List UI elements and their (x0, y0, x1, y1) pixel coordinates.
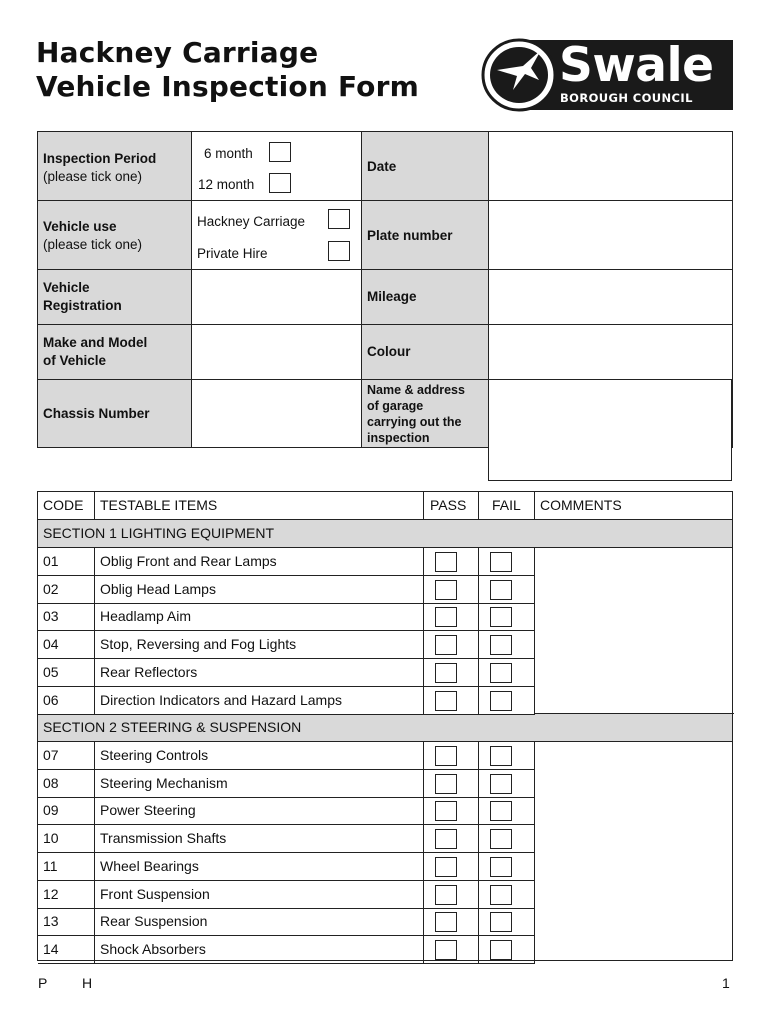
fail-cell (479, 770, 535, 797)
date-label: Date (362, 131, 489, 201)
table-row (38, 742, 535, 770)
fail-cell (479, 936, 535, 963)
checkbox-hackney-carriage[interactable] (328, 209, 350, 229)
row-item: Stop, Reversing and Fog Lights (95, 631, 424, 658)
inspection-period-options (192, 131, 362, 201)
table-row (38, 548, 535, 576)
row-code: 03 (38, 603, 95, 630)
fail-checkbox[interactable] (490, 691, 512, 711)
row-code: 09 (38, 797, 95, 824)
option-12-month-label: 12 month (198, 177, 255, 192)
fail-cell (479, 576, 535, 603)
fail-checkbox[interactable] (490, 580, 512, 600)
fail-cell (479, 825, 535, 852)
fail-checkbox[interactable] (490, 635, 512, 655)
pass-checkbox[interactable] (435, 552, 457, 572)
option-private-hire-label: Private Hire (197, 246, 268, 261)
fail-checkbox[interactable] (490, 552, 512, 572)
row-item: Shock Absorbers (95, 936, 424, 963)
inspection-table (37, 491, 733, 961)
pass-checkbox[interactable] (435, 912, 457, 932)
row-item: Headlamp Aim (95, 603, 424, 630)
row-code: 05 (38, 659, 95, 686)
pass-cell (424, 825, 479, 852)
pass-cell (424, 797, 479, 824)
header-fail: FAIL (479, 492, 535, 519)
fail-cell (479, 603, 535, 630)
fail-checkbox[interactable] (490, 774, 512, 794)
pass-cell (424, 548, 479, 575)
header-comments: COMMENTS (540, 497, 622, 513)
chassis-number-label: Chassis Number (37, 380, 192, 448)
option-6-month-label: 6 month (204, 146, 253, 161)
row-code: 01 (38, 548, 95, 575)
header-pass: PASS (424, 492, 479, 519)
row-item: Oblig Front and Rear Lamps (95, 548, 424, 575)
pass-checkbox[interactable] (435, 663, 457, 683)
table-row (38, 853, 535, 881)
fail-checkbox[interactable] (490, 912, 512, 932)
swallow-emblem-icon (479, 36, 559, 114)
section-2-heading: SECTION 2 STEERING & SUSPENSION (38, 714, 732, 742)
pass-checkbox[interactable] (435, 774, 457, 794)
fail-checkbox[interactable] (490, 857, 512, 877)
garage-label: Name & address of garage carrying out the inspection (362, 380, 489, 448)
fail-checkbox[interactable] (490, 607, 512, 627)
fail-cell (479, 659, 535, 686)
make-model-field[interactable] (192, 325, 362, 380)
footer-initial-h: H (82, 975, 93, 991)
fail-cell (479, 631, 535, 658)
form-title (36, 36, 419, 104)
row-item: Steering Controls (95, 742, 424, 769)
date-field[interactable] (489, 131, 733, 201)
header-code: CODE (38, 492, 95, 519)
pass-cell (424, 659, 479, 686)
pass-cell (424, 631, 479, 658)
row-item: Direction Indicators and Hazard Lamps (95, 687, 424, 714)
pass-cell (424, 881, 479, 908)
table-row (38, 659, 535, 687)
pass-checkbox[interactable] (435, 801, 457, 821)
fail-checkbox[interactable] (490, 663, 512, 683)
row-item: Transmission Shafts (95, 825, 424, 852)
pass-cell (424, 936, 479, 963)
row-item: Wheel Bearings (95, 853, 424, 880)
mileage-label: Mileage (362, 270, 489, 325)
section-1-comments-field[interactable] (535, 548, 734, 714)
row-code: 07 (38, 742, 95, 769)
pass-checkbox[interactable] (435, 635, 457, 655)
row-item: Front Suspension (95, 881, 424, 908)
pass-checkbox[interactable] (435, 829, 457, 849)
table-row (38, 687, 535, 715)
table-row (38, 908, 535, 936)
section-1-heading: SECTION 1 LIGHTING EQUIPMENT (38, 520, 732, 548)
pass-checkbox[interactable] (435, 746, 457, 766)
row-code: 12 (38, 881, 95, 908)
pass-cell (424, 576, 479, 603)
table-row (38, 936, 535, 964)
row-item: Steering Mechanism (95, 770, 424, 797)
pass-checkbox[interactable] (435, 607, 457, 627)
inspection-period-label: Inspection Period (please tick one) (37, 131, 192, 201)
vehicle-registration-label: Vehicle Registration (37, 270, 192, 325)
row-code: 04 (38, 631, 95, 658)
row-code: 02 (38, 576, 95, 603)
fail-cell (479, 687, 535, 714)
colour-label: Colour (362, 325, 489, 380)
row-code: 06 (38, 687, 95, 714)
checkbox-6-month[interactable] (269, 142, 291, 162)
colour-field[interactable] (489, 325, 733, 380)
fail-cell (479, 881, 535, 908)
page-number: 1 (722, 975, 730, 991)
row-code: 13 (38, 908, 95, 935)
row-code: 10 (38, 825, 95, 852)
table-row (38, 797, 535, 825)
pass-checkbox[interactable] (435, 940, 457, 960)
table-row (38, 881, 535, 909)
vehicle-use-options (192, 201, 362, 270)
table-row (38, 576, 535, 604)
fail-cell (479, 797, 535, 824)
plate-number-label: Plate number (362, 201, 489, 270)
make-model-label: Make and Model of Vehicle (37, 325, 192, 380)
pass-cell (424, 853, 479, 880)
pass-cell (424, 742, 479, 769)
fail-checkbox[interactable] (490, 746, 512, 766)
option-hackney-carriage-label: Hackney Carriage (197, 214, 306, 229)
fail-checkbox[interactable] (490, 829, 512, 849)
fail-cell (479, 908, 535, 935)
fail-cell (479, 548, 535, 575)
pass-cell (424, 908, 479, 935)
vehicle-use-label: Vehicle use (please tick one) (37, 201, 192, 270)
row-code: 11 (38, 853, 95, 880)
row-item: Power Steering (95, 797, 424, 824)
chassis-number-field[interactable] (192, 380, 362, 448)
pass-checkbox[interactable] (435, 691, 457, 711)
fail-cell (479, 742, 535, 769)
header-testable-items: TESTABLE ITEMS (95, 492, 424, 519)
form-title-line-1: Hackney Carriage (36, 36, 319, 69)
pass-checkbox[interactable] (435, 857, 457, 877)
table-header-row (38, 492, 732, 520)
table-row (38, 770, 535, 798)
table-row (38, 825, 535, 853)
footer-initial-p: P (38, 975, 48, 991)
table-row (38, 631, 535, 659)
plate-number-field[interactable] (489, 201, 733, 270)
mileage-field[interactable] (489, 270, 733, 325)
checkbox-12-month[interactable] (269, 173, 291, 193)
vehicle-registration-field[interactable] (192, 270, 362, 325)
fail-checkbox[interactable] (490, 885, 512, 905)
garage-field[interactable] (488, 380, 732, 481)
section-2-comments-field[interactable] (535, 742, 734, 960)
table-row (38, 603, 535, 631)
fail-cell (479, 853, 535, 880)
pass-cell (424, 770, 479, 797)
fail-checkbox[interactable] (490, 801, 512, 821)
pass-cell (424, 603, 479, 630)
row-code: 08 (38, 770, 95, 797)
pass-checkbox[interactable] (435, 885, 457, 905)
row-item: Oblig Head Lamps (95, 576, 424, 603)
pass-cell (424, 687, 479, 714)
row-code: 14 (38, 936, 95, 963)
row-item: Rear Suspension (95, 908, 424, 935)
logo-wordmark: Swale (559, 38, 714, 93)
form-title-line-2: Vehicle Inspection Form (36, 70, 419, 103)
fail-checkbox[interactable] (490, 940, 512, 960)
row-item: Rear Reflectors (95, 659, 424, 686)
checkbox-private-hire[interactable] (328, 241, 350, 261)
pass-checkbox[interactable] (435, 580, 457, 600)
logo-subtitle: BOROUGH COUNCIL (560, 91, 693, 105)
